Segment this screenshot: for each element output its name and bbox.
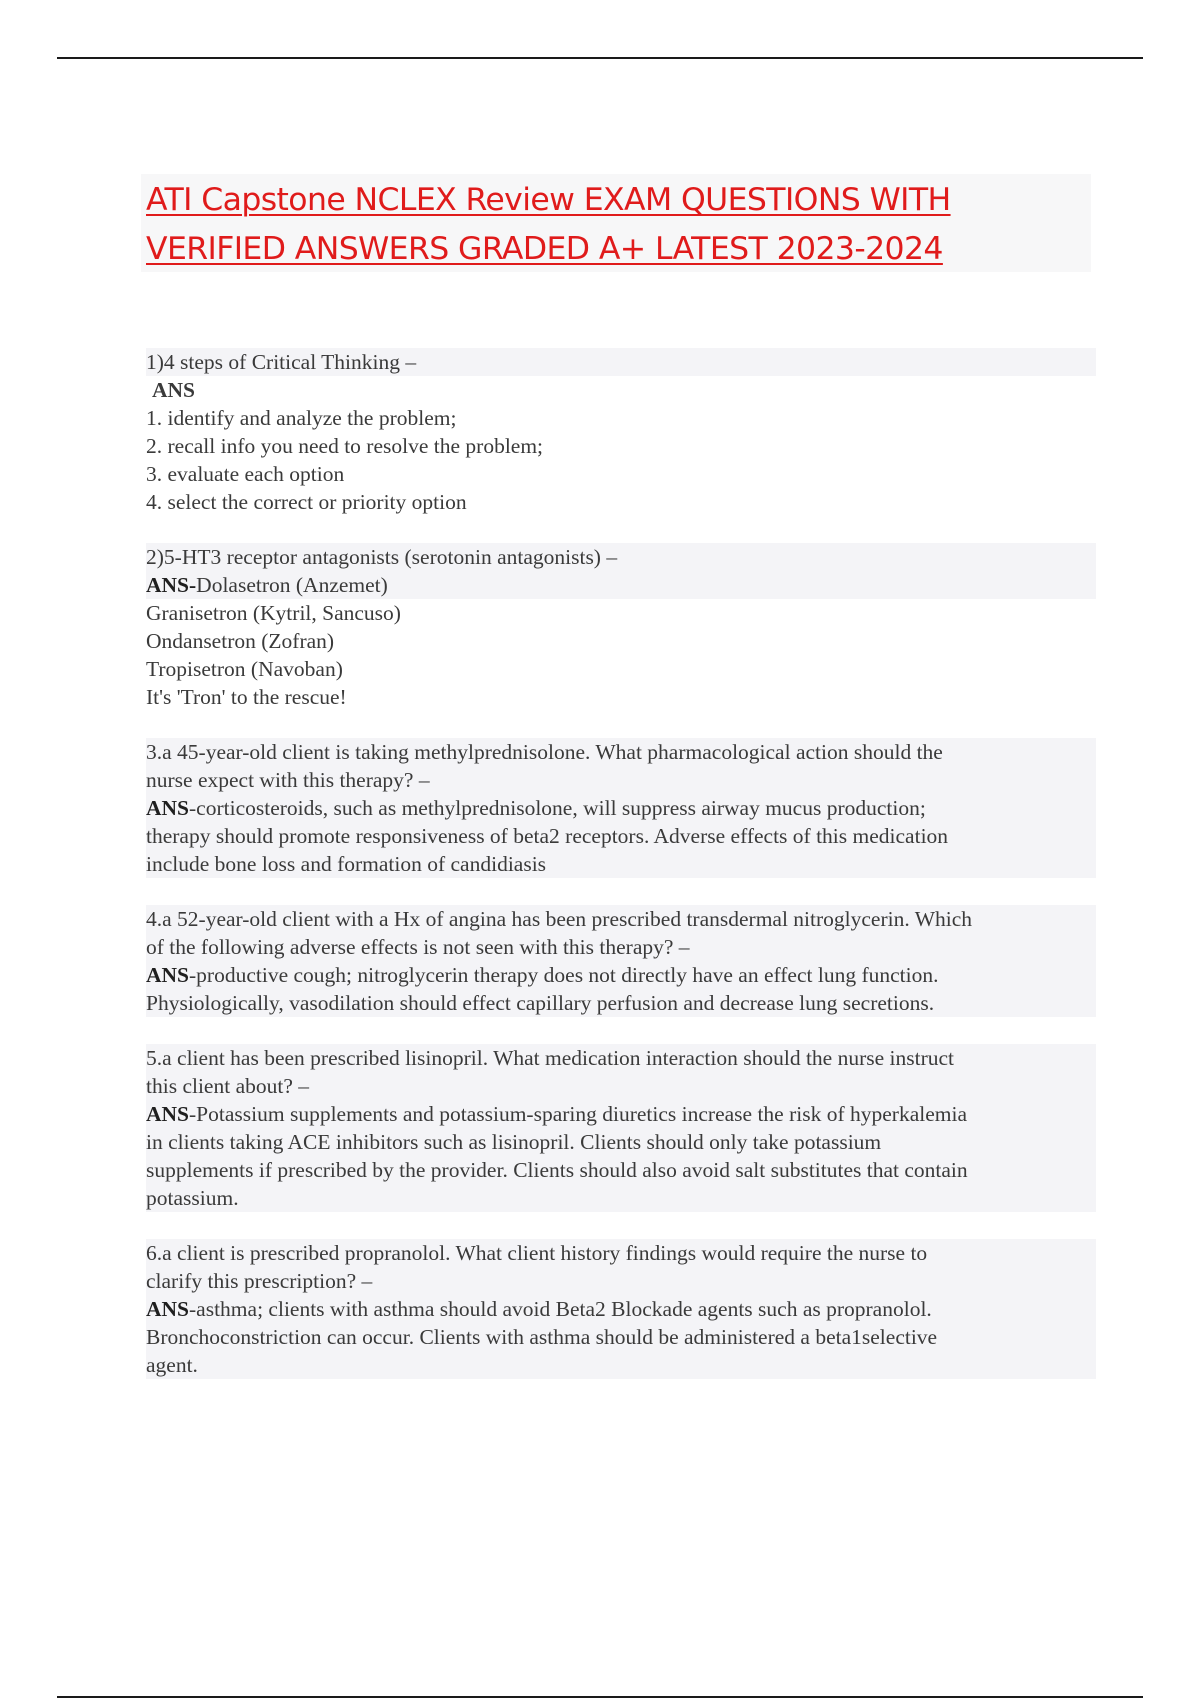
answer-line: Tropisetron (Navoban) — [146, 657, 343, 681]
qa-item-4 — [146, 905, 1096, 1017]
answer-label: ANS — [146, 1102, 190, 1126]
question-text: 2)5-HT3 receptor antagonists (serotonin antagonists) – — [146, 543, 1096, 571]
answer-label: ANS- — [146, 573, 197, 597]
answer-line: Bronchoconstriction can occur. Clients with asthma should be administered a beta1selective — [146, 1323, 1096, 1351]
answer-line: agent. — [146, 1351, 1096, 1379]
answer-text: -asthma; clients with asthma should avoid Beta2 Blockade agents such as propranolol. — [189, 1297, 932, 1321]
answer-line: 3. evaluate each option — [146, 462, 345, 486]
question-text: nurse expect with this therapy? – — [146, 766, 1096, 794]
question-text: 6.a client is prescribed propranolol. What client history findings would require the nurse to — [146, 1239, 1096, 1267]
answer-line — [146, 794, 1096, 822]
qa-item-6 — [146, 1239, 1096, 1379]
answer-line: potassium. — [146, 1184, 1096, 1212]
answer-label: ANS — [146, 963, 190, 987]
answer-line: 4. select the correct or priority option — [146, 490, 467, 514]
answer-line: in clients taking ACE inhibitors such as lisinopril. Clients should only take potassium — [146, 1128, 1096, 1156]
answer-line: It's 'Tron' to the rescue! — [146, 685, 347, 709]
question-text: this client about? – — [146, 1072, 1096, 1100]
question-text: 1)4 steps of Critical Thinking – — [146, 348, 1096, 376]
qa-item-5 — [146, 1044, 1096, 1212]
title-line-1: ATI Capstone NCLEX Review EXAM QUESTIONS WITH — [146, 182, 951, 218]
answer-line — [146, 571, 1096, 599]
answer-line: include bone loss and formation of candidiasis — [146, 850, 1096, 878]
document-title — [146, 176, 1086, 274]
question-text: clarify this prescription? – — [146, 1267, 1096, 1295]
answer-line: 2. recall info you need to resolve the problem; — [146, 434, 544, 458]
question-text: of the following adverse effects is not seen with this therapy? – — [146, 933, 1096, 961]
qa-item-1 — [146, 348, 1096, 516]
answer-line — [146, 961, 1096, 989]
top-rule — [57, 57, 1143, 59]
answer-line: supplements if prescribed by the provider. Clients should also avoid salt substitutes that contain — [146, 1156, 1096, 1184]
answer-text: -productive cough; nitroglycerin therapy does not directly have an effect lung function. — [189, 963, 939, 987]
answer-line: Granisetron (Kytril, Sancuso) — [146, 601, 401, 625]
answer-text: -corticosteroids, such as methylprednisolone, will suppress airway mucus production; — [189, 796, 926, 820]
answer-line: therapy should promote responsiveness of beta2 receptors. Adverse effects of this medication — [146, 822, 1096, 850]
answer-line: 1. identify and analyze the problem; — [146, 406, 457, 430]
question-text: 4.a 52-year-old client with a Hx of angina has been prescribed transdermal nitroglycerin. Which — [146, 905, 1096, 933]
qa-item-2 — [146, 543, 1096, 711]
answer-line — [146, 1295, 1096, 1323]
question-text: 5.a client has been prescribed lisinopril. What medication interaction should the nurse instruct — [146, 1044, 1096, 1072]
answer-line: Ondansetron (Zofran) — [146, 629, 335, 653]
title-line-2: VERIFIED ANSWERS GRADED A+ LATEST 2023-2024 — [146, 231, 943, 267]
answer-label: ANS — [146, 1297, 190, 1321]
answer-text: Dolasetron (Anzemet) — [196, 573, 388, 597]
question-list — [146, 348, 1096, 1406]
bottom-rule — [57, 1696, 1143, 1698]
answer-text: -Potassium supplements and potassium-sparing diuretics increase the risk of hyperkalemia — [189, 1102, 968, 1126]
answer-line: Physiologically, vasodilation should effect capillary perfusion and decrease lung secretions. — [146, 989, 1096, 1017]
answer-line — [146, 1100, 1096, 1128]
qa-item-3 — [146, 738, 1096, 878]
answer-label: ANS — [146, 796, 190, 820]
question-text: 3.a 45-year-old client is taking methylprednisolone. What pharmacological action should the — [146, 738, 1096, 766]
answer-label: ANS — [152, 378, 196, 402]
